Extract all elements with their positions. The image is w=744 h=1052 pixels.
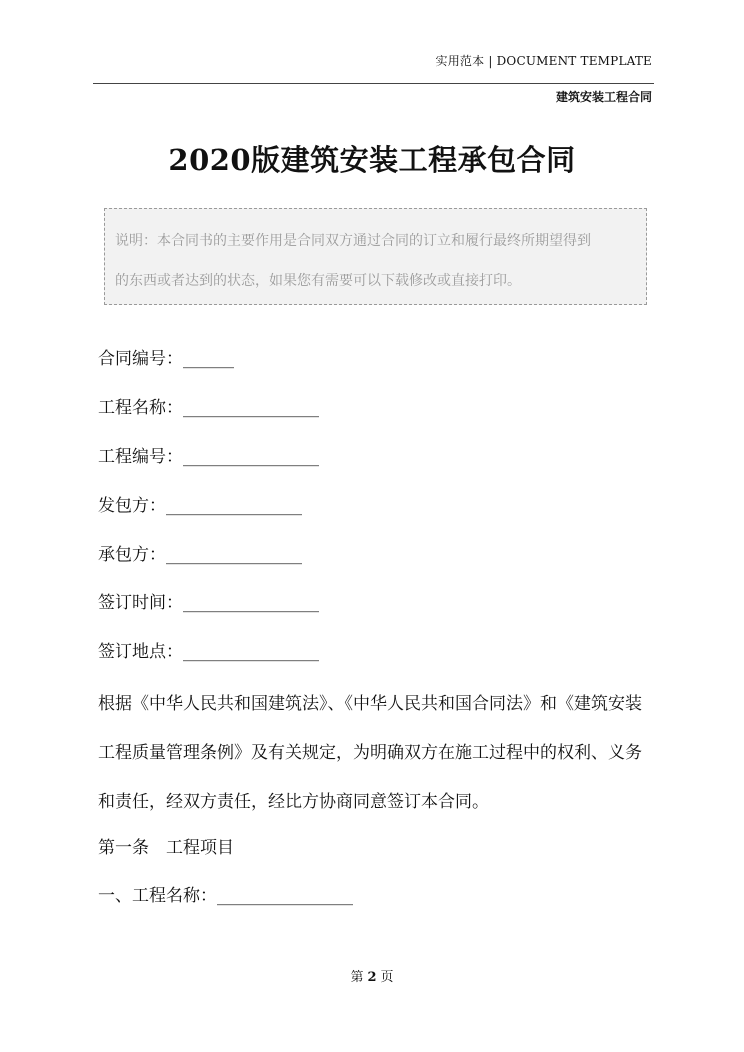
page-suffix: 页 bbox=[380, 970, 394, 985]
field-contract-number: 合同编号：______ bbox=[98, 349, 234, 369]
header-template-label: 实用范本 | DOCUMENT TEMPLATE bbox=[435, 54, 652, 68]
page-number: 2 bbox=[367, 970, 377, 985]
field-project-number: 工程编号：________________ bbox=[98, 447, 319, 467]
article-item-project-name: 一、工程名称：________________ bbox=[98, 886, 353, 906]
notice-line-2: 的东西或者达到的状态，如果您有需要可以下载修改或直接打印。 bbox=[115, 273, 521, 289]
field-contractor: 承包方：________________ bbox=[98, 545, 302, 565]
header-document-type: 建筑安装工程合同 bbox=[555, 90, 652, 104]
body-paragraph: 根据《中华人民共和国建筑法》、《中华人民共和国合同法》和《建筑安装工程质量管理条例》及有关规定，为明确双方在施工过程中的权利、义务和责任，经双方责任，经比方协商同意签订本合同。 bbox=[98, 694, 642, 812]
field-signing-place: 签订地点：________________ bbox=[98, 642, 319, 662]
notice-box bbox=[104, 208, 647, 305]
document-title: 2020版建筑安装工程承包合同 bbox=[168, 143, 576, 177]
header-divider bbox=[93, 83, 654, 84]
page-footer bbox=[0, 966, 744, 985]
page-prefix: 第 bbox=[350, 970, 364, 985]
article-heading: 第一条 工程项目 bbox=[98, 838, 234, 858]
field-project-name: 工程名称：________________ bbox=[98, 398, 319, 418]
notice-line-1: 说明：本合同书的主要作用是合同双方通过合同的订立和履行最终所期望得到 bbox=[115, 233, 591, 249]
field-signing-date: 签订时间：________________ bbox=[98, 593, 319, 613]
field-employer: 发包方：________________ bbox=[98, 496, 302, 516]
